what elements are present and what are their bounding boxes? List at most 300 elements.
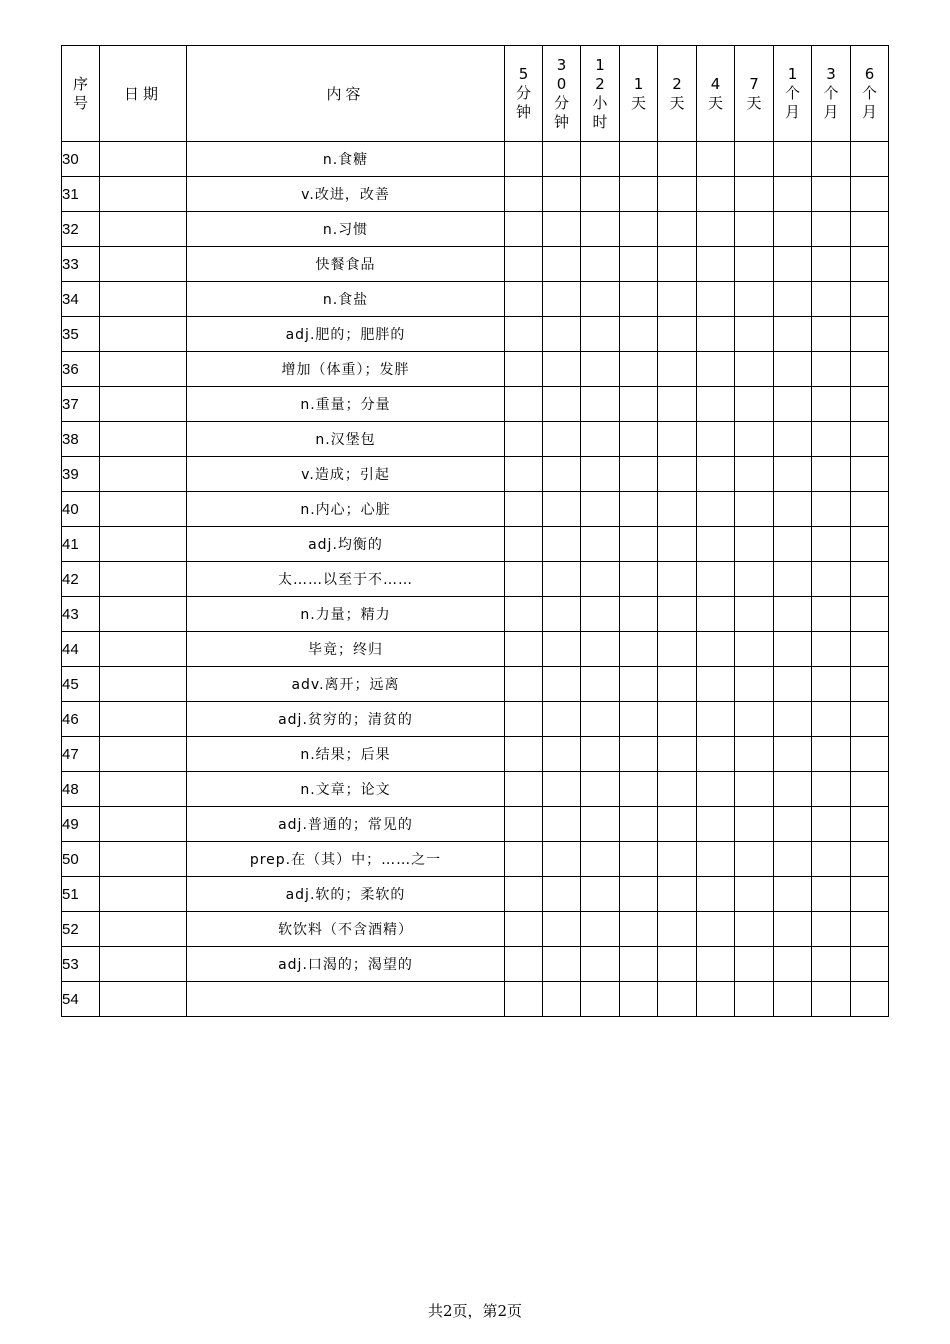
review-checkbox-cell bbox=[543, 772, 581, 807]
review-checkbox-cell bbox=[812, 492, 851, 527]
review-checkbox-cell bbox=[851, 737, 889, 772]
review-checkbox-cell bbox=[774, 212, 812, 247]
review-checkbox-cell bbox=[735, 177, 774, 212]
review-checkbox-cell bbox=[620, 422, 658, 457]
table-row bbox=[62, 457, 889, 492]
review-checkbox-cell bbox=[620, 947, 658, 982]
review-checkbox-cell bbox=[543, 877, 581, 912]
review-checkbox-cell bbox=[851, 457, 889, 492]
row-number: 54 bbox=[62, 982, 100, 1017]
review-checkbox-cell bbox=[505, 177, 543, 212]
review-checkbox-cell bbox=[658, 457, 697, 492]
review-checkbox-cell bbox=[735, 737, 774, 772]
review-checkbox-cell bbox=[697, 772, 735, 807]
content-cell: v.造成；引起 bbox=[187, 457, 505, 492]
review-checkbox-cell bbox=[581, 912, 620, 947]
date-cell bbox=[100, 142, 187, 177]
table-row bbox=[62, 702, 889, 737]
review-checkbox-cell bbox=[581, 212, 620, 247]
header-row bbox=[62, 46, 889, 142]
row-number: 43 bbox=[62, 597, 100, 632]
content-cell: n.习惯 bbox=[187, 212, 505, 247]
review-checkbox-cell bbox=[658, 492, 697, 527]
review-table bbox=[61, 45, 889, 1017]
review-checkbox-cell bbox=[697, 842, 735, 877]
review-checkbox-cell bbox=[505, 562, 543, 597]
review-checkbox-cell bbox=[658, 842, 697, 877]
review-checkbox-cell bbox=[543, 947, 581, 982]
header-interval bbox=[774, 46, 812, 142]
review-checkbox-cell bbox=[505, 947, 543, 982]
review-checkbox-cell bbox=[735, 702, 774, 737]
review-checkbox-cell bbox=[812, 177, 851, 212]
review-checkbox-cell bbox=[697, 457, 735, 492]
review-checkbox-cell bbox=[543, 597, 581, 632]
review-checkbox-cell bbox=[697, 737, 735, 772]
table-row bbox=[62, 212, 889, 247]
review-checkbox-cell bbox=[735, 282, 774, 317]
review-checkbox-cell bbox=[543, 422, 581, 457]
content-cell: 增加（体重）；发胖 bbox=[187, 352, 505, 387]
review-checkbox-cell bbox=[851, 982, 889, 1017]
row-number: 36 bbox=[62, 352, 100, 387]
review-checkbox-cell bbox=[658, 177, 697, 212]
review-checkbox-cell bbox=[581, 177, 620, 212]
review-checkbox-cell bbox=[774, 737, 812, 772]
review-checkbox-cell bbox=[697, 562, 735, 597]
date-cell bbox=[100, 562, 187, 597]
review-checkbox-cell bbox=[735, 842, 774, 877]
review-checkbox-cell bbox=[812, 387, 851, 422]
review-checkbox-cell bbox=[851, 212, 889, 247]
review-checkbox-cell bbox=[505, 912, 543, 947]
review-checkbox-cell bbox=[812, 422, 851, 457]
table-row bbox=[62, 352, 889, 387]
row-number: 48 bbox=[62, 772, 100, 807]
review-checkbox-cell bbox=[620, 737, 658, 772]
review-checkbox-cell bbox=[581, 142, 620, 177]
review-checkbox-cell bbox=[851, 877, 889, 912]
review-checkbox-cell bbox=[851, 597, 889, 632]
review-checkbox-cell bbox=[812, 457, 851, 492]
header-interval bbox=[735, 46, 774, 142]
content-cell: prep.在（其）中；……之一 bbox=[187, 842, 505, 877]
review-checkbox-cell bbox=[774, 527, 812, 562]
header-interval bbox=[851, 46, 889, 142]
review-checkbox-cell bbox=[658, 912, 697, 947]
table-row bbox=[62, 597, 889, 632]
review-checkbox-cell bbox=[697, 667, 735, 702]
table-row bbox=[62, 247, 889, 282]
review-checkbox-cell bbox=[851, 807, 889, 842]
review-checkbox-cell bbox=[812, 877, 851, 912]
review-checkbox-cell bbox=[581, 667, 620, 702]
table-row bbox=[62, 492, 889, 527]
review-checkbox-cell bbox=[581, 982, 620, 1017]
date-cell bbox=[100, 737, 187, 772]
review-checkbox-cell bbox=[581, 947, 620, 982]
review-checkbox-cell bbox=[735, 527, 774, 562]
content-cell: 软饮料（不含酒精） bbox=[187, 912, 505, 947]
review-checkbox-cell bbox=[620, 807, 658, 842]
review-checkbox-cell bbox=[774, 387, 812, 422]
review-checkbox-cell bbox=[505, 772, 543, 807]
review-checkbox-cell bbox=[505, 247, 543, 282]
review-checkbox-cell bbox=[774, 247, 812, 282]
header-interval-label: 5分钟 bbox=[515, 65, 531, 121]
table-row bbox=[62, 177, 889, 212]
row-number: 34 bbox=[62, 282, 100, 317]
review-checkbox-cell bbox=[581, 842, 620, 877]
date-cell bbox=[100, 597, 187, 632]
review-checkbox-cell bbox=[505, 982, 543, 1017]
header-interval bbox=[505, 46, 543, 142]
row-number: 42 bbox=[62, 562, 100, 597]
row-number: 37 bbox=[62, 387, 100, 422]
review-checkbox-cell bbox=[697, 422, 735, 457]
review-checkbox-cell bbox=[735, 492, 774, 527]
table-row bbox=[62, 562, 889, 597]
table-row bbox=[62, 317, 889, 352]
review-checkbox-cell bbox=[851, 562, 889, 597]
review-checkbox-cell bbox=[658, 982, 697, 1017]
review-checkbox-cell bbox=[543, 667, 581, 702]
review-checkbox-cell bbox=[812, 212, 851, 247]
content-cell: n.重量；分量 bbox=[187, 387, 505, 422]
date-cell bbox=[100, 247, 187, 282]
table-row bbox=[62, 982, 889, 1017]
review-checkbox-cell bbox=[774, 177, 812, 212]
header-content: 内容 bbox=[187, 46, 505, 142]
review-checkbox-cell bbox=[812, 247, 851, 282]
date-cell bbox=[100, 422, 187, 457]
review-checkbox-cell bbox=[735, 142, 774, 177]
review-checkbox-cell bbox=[543, 282, 581, 317]
table-row bbox=[62, 877, 889, 912]
review-checkbox-cell bbox=[812, 527, 851, 562]
review-checkbox-cell bbox=[774, 562, 812, 597]
review-checkbox-cell bbox=[581, 282, 620, 317]
header-date: 日期 bbox=[100, 46, 187, 142]
review-checkbox-cell bbox=[658, 212, 697, 247]
review-checkbox-cell bbox=[543, 352, 581, 387]
review-checkbox-cell bbox=[620, 597, 658, 632]
review-checkbox-cell bbox=[505, 212, 543, 247]
review-checkbox-cell bbox=[620, 212, 658, 247]
review-checkbox-cell bbox=[658, 282, 697, 317]
review-checkbox-cell bbox=[812, 597, 851, 632]
review-checkbox-cell bbox=[735, 597, 774, 632]
content-cell: n.汉堡包 bbox=[187, 422, 505, 457]
review-checkbox-cell bbox=[735, 212, 774, 247]
review-checkbox-cell bbox=[543, 632, 581, 667]
table-header bbox=[62, 46, 889, 142]
review-checkbox-cell bbox=[543, 457, 581, 492]
content-cell: n.文章；论文 bbox=[187, 772, 505, 807]
review-checkbox-cell bbox=[812, 982, 851, 1017]
review-checkbox-cell bbox=[658, 947, 697, 982]
row-number: 45 bbox=[62, 667, 100, 702]
review-checkbox-cell bbox=[812, 352, 851, 387]
row-number: 31 bbox=[62, 177, 100, 212]
row-number: 39 bbox=[62, 457, 100, 492]
review-checkbox-cell bbox=[620, 877, 658, 912]
review-checkbox-cell bbox=[620, 457, 658, 492]
review-checkbox-cell bbox=[774, 352, 812, 387]
date-cell bbox=[100, 912, 187, 947]
review-checkbox-cell bbox=[851, 387, 889, 422]
review-checkbox-cell bbox=[658, 317, 697, 352]
review-checkbox-cell bbox=[505, 457, 543, 492]
review-checkbox-cell bbox=[774, 317, 812, 352]
date-cell bbox=[100, 317, 187, 352]
review-checkbox-cell bbox=[505, 422, 543, 457]
review-checkbox-cell bbox=[774, 422, 812, 457]
row-number: 53 bbox=[62, 947, 100, 982]
review-checkbox-cell bbox=[658, 387, 697, 422]
content-cell: adj.口渴的；渴望的 bbox=[187, 947, 505, 982]
header-interval-label: 7天 bbox=[746, 74, 762, 112]
row-number: 35 bbox=[62, 317, 100, 352]
review-checkbox-cell bbox=[543, 177, 581, 212]
review-checkbox-cell bbox=[658, 772, 697, 807]
review-checkbox-cell bbox=[812, 702, 851, 737]
review-checkbox-cell bbox=[735, 807, 774, 842]
review-checkbox-cell bbox=[697, 702, 735, 737]
review-checkbox-cell bbox=[620, 317, 658, 352]
content-cell: adj.软的；柔软的 bbox=[187, 877, 505, 912]
row-number: 32 bbox=[62, 212, 100, 247]
review-checkbox-cell bbox=[697, 352, 735, 387]
content-cell: adj.贫穷的；清贫的 bbox=[187, 702, 505, 737]
review-checkbox-cell bbox=[581, 492, 620, 527]
table-row bbox=[62, 772, 889, 807]
date-cell bbox=[100, 457, 187, 492]
review-checkbox-cell bbox=[697, 807, 735, 842]
row-number: 44 bbox=[62, 632, 100, 667]
review-checkbox-cell bbox=[774, 457, 812, 492]
review-checkbox-cell bbox=[581, 632, 620, 667]
review-checkbox-cell bbox=[620, 282, 658, 317]
review-checkbox-cell bbox=[505, 282, 543, 317]
review-checkbox-cell bbox=[735, 317, 774, 352]
review-checkbox-cell bbox=[735, 912, 774, 947]
review-checkbox-cell bbox=[851, 702, 889, 737]
review-checkbox-cell bbox=[620, 982, 658, 1017]
review-checkbox-cell bbox=[620, 632, 658, 667]
review-checkbox-cell bbox=[851, 177, 889, 212]
review-checkbox-cell bbox=[581, 457, 620, 492]
date-cell bbox=[100, 667, 187, 702]
date-cell bbox=[100, 352, 187, 387]
header-interval bbox=[581, 46, 620, 142]
review-checkbox-cell bbox=[697, 142, 735, 177]
review-checkbox-cell bbox=[505, 667, 543, 702]
review-checkbox-cell bbox=[735, 387, 774, 422]
date-cell bbox=[100, 842, 187, 877]
content-cell: 太……以至于不…… bbox=[187, 562, 505, 597]
review-checkbox-cell bbox=[620, 562, 658, 597]
content-cell: n.食糖 bbox=[187, 142, 505, 177]
review-checkbox-cell bbox=[812, 772, 851, 807]
review-checkbox-cell bbox=[812, 317, 851, 352]
review-checkbox-cell bbox=[735, 352, 774, 387]
review-checkbox-cell bbox=[774, 142, 812, 177]
table-row bbox=[62, 527, 889, 562]
row-number: 50 bbox=[62, 842, 100, 877]
review-checkbox-cell bbox=[735, 982, 774, 1017]
date-cell bbox=[100, 702, 187, 737]
header-interval-label: 12小时 bbox=[592, 55, 608, 131]
review-checkbox-cell bbox=[620, 527, 658, 562]
review-checkbox-cell bbox=[735, 667, 774, 702]
review-checkbox-cell bbox=[658, 142, 697, 177]
row-number: 33 bbox=[62, 247, 100, 282]
review-checkbox-cell bbox=[851, 282, 889, 317]
row-number: 49 bbox=[62, 807, 100, 842]
review-checkbox-cell bbox=[505, 807, 543, 842]
review-checkbox-cell bbox=[735, 247, 774, 282]
review-checkbox-cell bbox=[543, 807, 581, 842]
content-cell: adj.普通的；常见的 bbox=[187, 807, 505, 842]
date-cell bbox=[100, 527, 187, 562]
review-checkbox-cell bbox=[581, 772, 620, 807]
review-checkbox-cell bbox=[812, 947, 851, 982]
content-cell: adv.离开；远离 bbox=[187, 667, 505, 702]
review-checkbox-cell bbox=[505, 842, 543, 877]
review-checkbox-cell bbox=[774, 912, 812, 947]
review-checkbox-cell bbox=[697, 527, 735, 562]
review-checkbox-cell bbox=[581, 387, 620, 422]
review-checkbox-cell bbox=[620, 142, 658, 177]
review-checkbox-cell bbox=[697, 282, 735, 317]
review-checkbox-cell bbox=[851, 317, 889, 352]
date-cell bbox=[100, 772, 187, 807]
header-interval bbox=[620, 46, 658, 142]
review-checkbox-cell bbox=[812, 737, 851, 772]
review-checkbox-cell bbox=[851, 772, 889, 807]
date-cell bbox=[100, 877, 187, 912]
review-checkbox-cell bbox=[543, 527, 581, 562]
review-checkbox-cell bbox=[505, 387, 543, 422]
review-checkbox-cell bbox=[620, 912, 658, 947]
review-checkbox-cell bbox=[505, 632, 543, 667]
row-number: 52 bbox=[62, 912, 100, 947]
review-checkbox-cell bbox=[543, 702, 581, 737]
review-checkbox-cell bbox=[505, 142, 543, 177]
header-interval bbox=[658, 46, 697, 142]
review-checkbox-cell bbox=[774, 772, 812, 807]
row-number: 38 bbox=[62, 422, 100, 457]
page-footer: 共2页，第2页 bbox=[427, 1302, 523, 1320]
review-checkbox-cell bbox=[851, 947, 889, 982]
review-checkbox-cell bbox=[812, 842, 851, 877]
row-number: 30 bbox=[62, 142, 100, 177]
date-cell bbox=[100, 212, 187, 247]
review-checkbox-cell bbox=[697, 247, 735, 282]
review-checkbox-cell bbox=[505, 597, 543, 632]
review-checkbox-cell bbox=[505, 317, 543, 352]
row-number: 46 bbox=[62, 702, 100, 737]
review-checkbox-cell bbox=[851, 422, 889, 457]
review-checkbox-cell bbox=[774, 667, 812, 702]
review-checkbox-cell bbox=[697, 317, 735, 352]
content-cell: 快餐食品 bbox=[187, 247, 505, 282]
review-checkbox-cell bbox=[697, 982, 735, 1017]
review-checkbox-cell bbox=[543, 247, 581, 282]
review-checkbox-cell bbox=[658, 702, 697, 737]
review-checkbox-cell bbox=[812, 562, 851, 597]
table-row bbox=[62, 422, 889, 457]
header-interval-label: 4天 bbox=[707, 74, 723, 112]
review-checkbox-cell bbox=[581, 702, 620, 737]
review-checkbox-cell bbox=[543, 842, 581, 877]
header-interval bbox=[543, 46, 581, 142]
date-cell bbox=[100, 282, 187, 317]
review-checkbox-cell bbox=[658, 352, 697, 387]
header-interval bbox=[697, 46, 735, 142]
review-checkbox-cell bbox=[581, 807, 620, 842]
review-checkbox-cell bbox=[851, 492, 889, 527]
review-checkbox-cell bbox=[697, 597, 735, 632]
review-checkbox-cell bbox=[735, 422, 774, 457]
table-row bbox=[62, 842, 889, 877]
table-row bbox=[62, 142, 889, 177]
review-checkbox-cell bbox=[812, 912, 851, 947]
review-checkbox-cell bbox=[851, 632, 889, 667]
review-checkbox-cell bbox=[581, 422, 620, 457]
review-checkbox-cell bbox=[697, 492, 735, 527]
review-checkbox-cell bbox=[774, 632, 812, 667]
review-checkbox-cell bbox=[812, 667, 851, 702]
header-interval bbox=[812, 46, 851, 142]
review-checkbox-cell bbox=[851, 912, 889, 947]
header-interval-label: 2天 bbox=[669, 74, 685, 112]
table-row bbox=[62, 807, 889, 842]
review-checkbox-cell bbox=[697, 632, 735, 667]
review-checkbox-cell bbox=[543, 982, 581, 1017]
review-checkbox-cell bbox=[774, 947, 812, 982]
review-checkbox-cell bbox=[543, 317, 581, 352]
review-checkbox-cell bbox=[543, 912, 581, 947]
review-checkbox-cell bbox=[851, 142, 889, 177]
table-row bbox=[62, 632, 889, 667]
review-checkbox-cell bbox=[774, 282, 812, 317]
review-checkbox-cell bbox=[851, 247, 889, 282]
review-checkbox-cell bbox=[620, 772, 658, 807]
review-checkbox-cell bbox=[581, 247, 620, 282]
review-checkbox-cell bbox=[735, 877, 774, 912]
review-checkbox-cell bbox=[774, 807, 812, 842]
table-row bbox=[62, 737, 889, 772]
table-row bbox=[62, 912, 889, 947]
content-cell: adj.均衡的 bbox=[187, 527, 505, 562]
review-checkbox-cell bbox=[774, 597, 812, 632]
review-checkbox-cell bbox=[543, 492, 581, 527]
date-cell bbox=[100, 387, 187, 422]
date-cell bbox=[100, 492, 187, 527]
table-row bbox=[62, 667, 889, 702]
review-checkbox-cell bbox=[697, 912, 735, 947]
review-checkbox-cell bbox=[505, 352, 543, 387]
review-checkbox-cell bbox=[505, 527, 543, 562]
review-checkbox-cell bbox=[735, 562, 774, 597]
review-checkbox-cell bbox=[620, 702, 658, 737]
review-checkbox-cell bbox=[812, 632, 851, 667]
content-cell bbox=[187, 982, 505, 1017]
review-checkbox-cell bbox=[697, 947, 735, 982]
review-checkbox-cell bbox=[543, 387, 581, 422]
